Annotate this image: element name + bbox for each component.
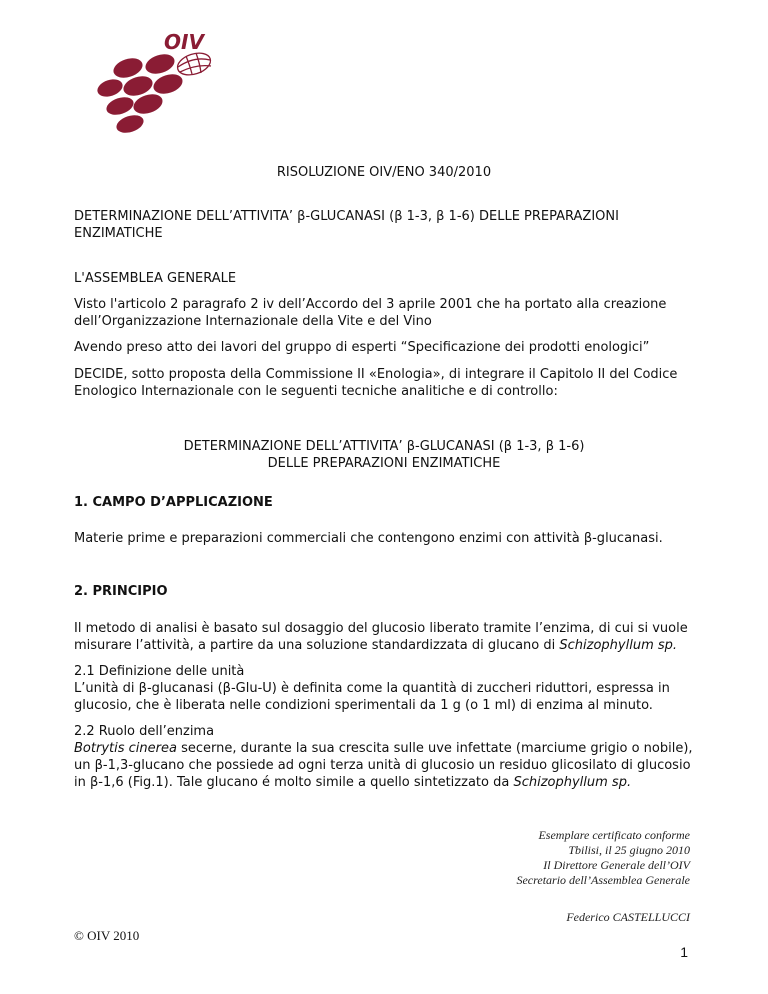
decide-line1: DECIDE, sotto proposta della Commissione II «Enologia», di integrare il Capitolo II del Codice [74,367,678,382]
certificate-line2: Tbilisi, il 25 giugno 2010 [568,843,690,857]
subsection22-line1-text: secerne, durante la sua crescita sulle uve infettate (marciume grigio o nobile), [176,741,693,756]
certificate-line4: Secretario dell’Assemblea Generale [516,873,690,887]
signatory-name: Federico CASTELLUCCI [566,910,690,924]
species-name: Schizophyllum sp. [513,775,632,790]
grape-cluster-icon [90,26,240,146]
method-title-line1: DETERMINAZIONE DELL’ATTIVITA’ β-GLUCANASI (β 1-3, β 1-6) [183,439,585,454]
document-heading-line2: ENZIMATICHE [74,226,163,241]
subsection22-line2: un β-1,3-glucano che possiede ad ogni terza unità di glucosio un residuo glicosilato di glucosio [74,758,691,773]
subsection21-line1: L’unità di β-glucanasi (β-Glu-U) è definita come la quantità di zuccheri riduttori, espressa in [74,681,670,696]
subsection22-title: 2.2 Ruolo dell’enzima [74,724,215,739]
certificate-line1: Esemplare certificato conforme [538,828,690,842]
certificate-line3: Il Direttore Generale dell’OIV [543,858,690,872]
oiv-logo [90,26,240,146]
subsection21-line2: glucosio, che è liberata nelle condizioni sperimentali da 1 g (o 1 ml) di enzima al minuto. [74,698,653,713]
decide-line2: Enologico Internazionale con le seguenti tecniche analitiche e di controllo: [74,384,558,399]
section2-line1: Il metodo di analisi è basato sul dosaggio del glucosio liberato tramite l’enzima, di cui si vuole [74,621,688,636]
visto-line1: Visto l'articolo 2 paragrafo 2 iv dell’Accordo del 3 aprile 2001 che ha portato alla creazione [74,297,667,312]
section2-line2-text: misurare l’attività, a partire da una soluzione standardizzata di glucano di [74,638,560,653]
species-name: Botrytis cinerea [74,741,177,756]
resolution-title: RISOLUZIONE OIV/ENO 340/2010 [276,165,492,180]
copyright: © OIV 2010 [74,928,140,943]
visto-line2: dell’Organizzazione Internazionale della Vite e del Vino [74,314,432,329]
subsection21-title: 2.1 Definizione delle unità [74,664,245,679]
document-heading-line1: DETERMINAZIONE DELL’ATTIVITA’ β-GLUCANASI (β 1-3, β 1-6) DELLE PREPARAZIONI [74,209,619,224]
logo-text: OIV [164,30,204,54]
page-number: 1 [680,944,688,960]
certificate-block [516,828,690,888]
section2-line2 [74,637,677,654]
species-name: Schizophyllum sp. [559,638,678,653]
assembly-label: L'ASSEMBLEA GENERALE [74,271,237,286]
section2-title: 2. PRINCIPIO [74,584,168,599]
section1-title: 1. CAMPO D’APPLICAZIONE [74,495,273,510]
subsection22-line3-text: in β-1,6 (Fig.1). Tale glucano é molto simile a quello sintetizzato da [74,775,514,790]
section1-text: Materie prime e preparazioni commerciali che contengono enzimi con attività β-glucanasi. [74,531,663,546]
method-title-line2: DELLE PREPARAZIONI ENZIMATICHE [267,456,501,471]
subsection22-line3 [74,774,631,791]
avendo-paragraph: Avendo preso atto dei lavori del gruppo di esperti “Specificazione dei prodotti enologici” [74,340,650,355]
subsection22-line1 [74,740,693,757]
